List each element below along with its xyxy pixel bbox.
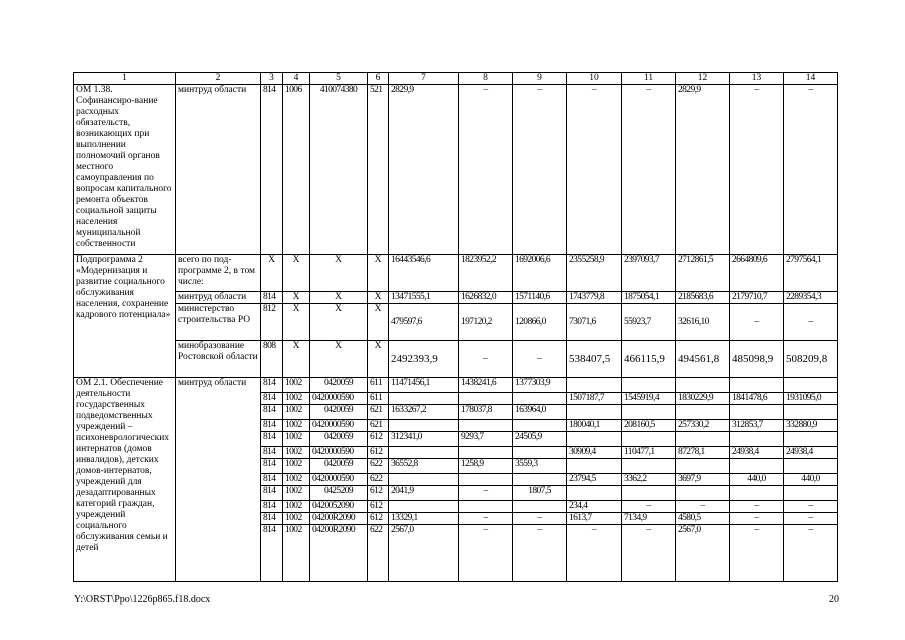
- cell-vr: X: [368, 304, 389, 341]
- cell-value: –: [513, 85, 567, 255]
- cell-value: –: [513, 341, 567, 378]
- cell-rzpr: 1002: [283, 525, 310, 582]
- cell-value: 55923,7: [622, 304, 676, 341]
- cell-csr: 0420000590: [310, 447, 368, 459]
- table-body: [74, 73, 838, 582]
- column-number: 7: [389, 73, 459, 85]
- cell-value: [676, 486, 730, 501]
- cell-value: [567, 378, 622, 393]
- cell-grbs: 814: [261, 405, 283, 420]
- cell-csr: 0420000590: [310, 474, 368, 486]
- cell-value: 1931095,0: [784, 393, 838, 405]
- cell-value: 1807,5: [513, 486, 567, 501]
- cell-grbs: 814: [261, 378, 283, 393]
- column-number: 6: [368, 73, 389, 85]
- page-number: 20: [829, 594, 839, 605]
- cell-value: –: [513, 525, 567, 582]
- cell-total: [389, 501, 459, 513]
- cell-csr: 410074380: [310, 85, 368, 255]
- cell-value: 2355258,9: [567, 255, 622, 292]
- cell-vr: 622: [368, 459, 389, 474]
- cell-rzpr: 1002: [283, 447, 310, 459]
- cell-value: –: [459, 525, 513, 582]
- cell-value: 2289354,3: [784, 292, 838, 304]
- cell-vr: X: [368, 341, 389, 378]
- cell-value: [622, 486, 676, 501]
- cell-grbs: 814: [261, 459, 283, 474]
- column-number: 9: [513, 73, 567, 85]
- cell-value: [459, 447, 513, 459]
- executor-cell: минтруд области: [176, 378, 261, 582]
- cell-value: 208160,5: [622, 420, 676, 432]
- column-number: 1: [74, 73, 176, 85]
- cell-grbs: 812: [261, 304, 283, 341]
- cell-vr: 612: [368, 447, 389, 459]
- cell-value: 1613,7: [567, 513, 622, 525]
- cell-value: –: [459, 85, 513, 255]
- cell-vr: 611: [368, 378, 389, 393]
- footer-file-path: Y:\ORST\Ppo\1226p865.f18.docx: [74, 594, 211, 605]
- cell-csr: 0420052090: [310, 501, 368, 513]
- cell-value: [730, 486, 784, 501]
- cell-value: [622, 378, 676, 393]
- column-number: 14: [784, 73, 838, 85]
- cell-csr: X: [310, 255, 368, 292]
- cell-value: 180040,1: [567, 420, 622, 432]
- cell-csr: 0420000590: [310, 420, 368, 432]
- cell-value: [730, 459, 784, 474]
- cell-total: [389, 447, 459, 459]
- cell-value: 73071,6: [567, 304, 622, 341]
- cell-value: –: [459, 341, 513, 378]
- cell-grbs: 814: [261, 501, 283, 513]
- cell-value: [730, 378, 784, 393]
- column-number: 10: [567, 73, 622, 85]
- budget-table: [73, 72, 838, 582]
- cell-value: 87278,1: [676, 447, 730, 459]
- cell-grbs: 814: [261, 292, 283, 304]
- cell-csr: 0420059: [310, 378, 368, 393]
- cell-rzpr: X: [283, 255, 310, 292]
- cell-csr: X: [310, 304, 368, 341]
- cell-value: [676, 459, 730, 474]
- cell-rzpr: X: [283, 292, 310, 304]
- column-number: 5: [310, 73, 368, 85]
- column-number: 13: [730, 73, 784, 85]
- cell-value: 2397093,7: [622, 255, 676, 292]
- cell-value: –: [567, 525, 622, 582]
- cell-value: 9293,7: [459, 432, 513, 447]
- executor-cell: минтруд области: [176, 292, 261, 304]
- cell-value: [730, 405, 784, 420]
- cell-value: [622, 459, 676, 474]
- cell-value: 30909,4: [567, 447, 622, 459]
- table-row: [74, 292, 838, 304]
- cell-value: –: [567, 85, 622, 255]
- cell-csr: X: [310, 292, 368, 304]
- cell-rzpr: 1002: [283, 378, 310, 393]
- cell-rzpr: 1006: [283, 85, 310, 255]
- cell-value: 257330,2: [676, 420, 730, 432]
- cell-vr: 612: [368, 513, 389, 525]
- cell-grbs: 814: [261, 420, 283, 432]
- cell-value: 485098,9: [730, 341, 784, 378]
- cell-value: [513, 447, 567, 459]
- cell-grbs: 814: [261, 525, 283, 582]
- cell-value: 2797564,1: [784, 255, 838, 292]
- cell-value: [459, 501, 513, 513]
- cell-total: 2567,0: [389, 525, 459, 582]
- column-number-row: [74, 73, 838, 85]
- cell-value: –: [730, 85, 784, 255]
- cell-vr: 622: [368, 525, 389, 582]
- cell-value: [784, 378, 838, 393]
- cell-value: 4580,5: [676, 513, 730, 525]
- cell-total: 13329,1: [389, 513, 459, 525]
- cell-total: 2492393,9: [389, 341, 459, 378]
- cell-value: 440,0: [730, 474, 784, 486]
- cell-value: 3697,9: [676, 474, 730, 486]
- column-number: 12: [676, 73, 730, 85]
- cell-value: 3559,3: [513, 459, 567, 474]
- cell-value: –: [784, 304, 838, 341]
- cell-value: 1830229,9: [676, 393, 730, 405]
- cell-value: 234,4: [567, 501, 622, 513]
- table-row: [74, 341, 838, 378]
- cell-value: –: [459, 486, 513, 501]
- measure-name: ОМ 1.38. Софинансиро-вание расходных обязательств, возникающих при выполнении полномочий органов местного самоуправления по вопросам капитального ремонта объектов социальной защиты населения муниципальной собственности: [74, 85, 176, 255]
- cell-rzpr: X: [283, 341, 310, 378]
- cell-value: 1507187,7: [567, 393, 622, 405]
- cell-value: –: [730, 513, 784, 525]
- subprogram-name: Подпрограмма 2 «Модернизация и развитие социального обслуживания населения, сохранение кадрового потенциала»: [74, 255, 176, 378]
- cell-value: 2829,9: [676, 85, 730, 255]
- cell-value: 1875054,1: [622, 292, 676, 304]
- cell-value: 440,0: [784, 474, 838, 486]
- executor-cell: министерство строительства РО: [176, 304, 261, 341]
- cell-value: [676, 378, 730, 393]
- cell-value: 24505,9: [513, 432, 567, 447]
- cell-value: [513, 420, 567, 432]
- cell-rzpr: 1002: [283, 405, 310, 420]
- cell-value: [567, 486, 622, 501]
- table-row: [74, 304, 838, 341]
- cell-value: 1841478,6: [730, 393, 784, 405]
- cell-value: 1438241,6: [459, 378, 513, 393]
- column-number: 3: [261, 73, 283, 85]
- column-number: 11: [622, 73, 676, 85]
- cell-grbs: 808: [261, 341, 283, 378]
- cell-rzpr: 1002: [283, 513, 310, 525]
- cell-value: 3362,2: [622, 474, 676, 486]
- cell-value: [676, 405, 730, 420]
- cell-value: 538407,5: [567, 341, 622, 378]
- cell-vr: 622: [368, 474, 389, 486]
- cell-value: 178037,8: [459, 405, 513, 420]
- cell-value: [730, 432, 784, 447]
- cell-grbs: 814: [261, 432, 283, 447]
- cell-value: 2185683,6: [676, 292, 730, 304]
- cell-value: [784, 459, 838, 474]
- column-number: 2: [176, 73, 261, 85]
- cell-value: 24938,4: [730, 447, 784, 459]
- cell-value: 23794,5: [567, 474, 622, 486]
- cell-value: 2664809,6: [730, 255, 784, 292]
- column-number: 8: [459, 73, 513, 85]
- cell-value: [676, 432, 730, 447]
- budget-table-sheet: [73, 72, 838, 582]
- cell-value: –: [730, 525, 784, 582]
- cell-total: 1633267,2: [389, 405, 459, 420]
- cell-value: [513, 474, 567, 486]
- cell-value: [459, 474, 513, 486]
- cell-value: 466115,9: [622, 341, 676, 378]
- cell-value: 1692006,6: [513, 255, 567, 292]
- cell-csr: 0425209: [310, 486, 368, 501]
- cell-value: 1626832,0: [459, 292, 513, 304]
- cell-value: 1545919,4: [622, 393, 676, 405]
- cell-csr: X: [310, 341, 368, 378]
- cell-value: –: [676, 501, 730, 513]
- cell-value: 7134,9: [622, 513, 676, 525]
- cell-value: –: [513, 513, 567, 525]
- cell-value: –: [622, 525, 676, 582]
- cell-value: 1743779,8: [567, 292, 622, 304]
- cell-grbs: 814: [261, 513, 283, 525]
- cell-total: 13471555,1: [389, 292, 459, 304]
- cell-grbs: 814: [261, 447, 283, 459]
- cell-vr: 521: [368, 85, 389, 255]
- cell-value: 312853,7: [730, 420, 784, 432]
- cell-value: –: [459, 513, 513, 525]
- cell-value: –: [622, 501, 676, 513]
- cell-value: [513, 501, 567, 513]
- cell-grbs: 814: [261, 486, 283, 501]
- cell-vr: X: [368, 292, 389, 304]
- cell-grbs: X: [261, 255, 283, 292]
- cell-total: 2829,9: [389, 85, 459, 255]
- cell-grbs: 814: [261, 85, 283, 255]
- cell-total: 36552,8: [389, 459, 459, 474]
- cell-grbs: 814: [261, 474, 283, 486]
- cell-value: 32616,10: [676, 304, 730, 341]
- column-number: 4: [283, 73, 310, 85]
- cell-value: [459, 393, 513, 405]
- executor-cell: всего по под-программе 2, в том числе:: [176, 255, 261, 292]
- cell-csr: 0420059: [310, 459, 368, 474]
- executor-cell: минобразование Ростовской области: [176, 341, 261, 378]
- cell-vr: 621: [368, 420, 389, 432]
- cell-value: [513, 393, 567, 405]
- cell-value: 494561,8: [676, 341, 730, 378]
- cell-value: 1377303,9: [513, 378, 567, 393]
- cell-total: 2041,9: [389, 486, 459, 501]
- cell-rzpr: 1002: [283, 432, 310, 447]
- cell-value: 24938,4: [784, 447, 838, 459]
- cell-vr: 621: [368, 405, 389, 420]
- cell-value: 2179710,7: [730, 292, 784, 304]
- cell-total: [389, 474, 459, 486]
- cell-csr: 0420059: [310, 432, 368, 447]
- cell-value: [567, 405, 622, 420]
- cell-total: 11471456,1: [389, 378, 459, 393]
- cell-value: –: [784, 501, 838, 513]
- cell-value: [784, 486, 838, 501]
- executor-cell: минтруд области: [176, 85, 261, 255]
- cell-csr: 04200R2090: [310, 513, 368, 525]
- cell-value: 508209,8: [784, 341, 838, 378]
- cell-value: 332880,9: [784, 420, 838, 432]
- cell-value: 1571140,6: [513, 292, 567, 304]
- cell-vr: 612: [368, 486, 389, 501]
- cell-csr: 0420059: [310, 405, 368, 420]
- cell-total: [389, 393, 459, 405]
- cell-value: 197120,2: [459, 304, 513, 341]
- cell-value: [622, 432, 676, 447]
- table-row: [74, 378, 838, 393]
- cell-value: [459, 420, 513, 432]
- cell-value: 163964,0: [513, 405, 567, 420]
- cell-csr: 0420000590: [310, 393, 368, 405]
- cell-value: –: [784, 513, 838, 525]
- cell-rzpr: 1002: [283, 393, 310, 405]
- cell-rzpr: 1002: [283, 420, 310, 432]
- table-row: [74, 255, 838, 292]
- cell-value: 1823952,2: [459, 255, 513, 292]
- cell-value: –: [784, 525, 838, 582]
- cell-total: 479597,6: [389, 304, 459, 341]
- cell-value: [784, 432, 838, 447]
- cell-grbs: 814: [261, 393, 283, 405]
- cell-rzpr: 1002: [283, 501, 310, 513]
- cell-value: –: [730, 304, 784, 341]
- cell-value: 110477,1: [622, 447, 676, 459]
- cell-vr: 612: [368, 501, 389, 513]
- cell-csr: 04200R2090: [310, 525, 368, 582]
- cell-vr: 612: [368, 432, 389, 447]
- cell-value: [567, 432, 622, 447]
- cell-value: [622, 405, 676, 420]
- cell-value: 1258,9: [459, 459, 513, 474]
- cell-vr: X: [368, 255, 389, 292]
- cell-total: [389, 420, 459, 432]
- cell-rzpr: X: [283, 304, 310, 341]
- cell-value: –: [622, 85, 676, 255]
- measure-name: ОМ 2.1. Обеспечение деятельности государственных подведомственных учреждений – психоневрологических интернатов (домов инвалидов), детских домов-интернатов, учреждений для дезадаптированных категорий граждан, учреждений социального обслуживания семьи и детей: [74, 378, 176, 582]
- cell-vr: 611: [368, 393, 389, 405]
- cell-rzpr: 1002: [283, 474, 310, 486]
- cell-total: 312341,0: [389, 432, 459, 447]
- cell-rzpr: 1002: [283, 459, 310, 474]
- cell-value: –: [730, 501, 784, 513]
- cell-value: [567, 459, 622, 474]
- cell-value: 120866,0: [513, 304, 567, 341]
- table-row: [74, 85, 838, 255]
- cell-value: [784, 405, 838, 420]
- cell-value: 2567,0: [676, 525, 730, 582]
- cell-total: 16443546,6: [389, 255, 459, 292]
- cell-value: 2712861,5: [676, 255, 730, 292]
- cell-value: –: [784, 85, 838, 255]
- cell-rzpr: 1002: [283, 486, 310, 501]
